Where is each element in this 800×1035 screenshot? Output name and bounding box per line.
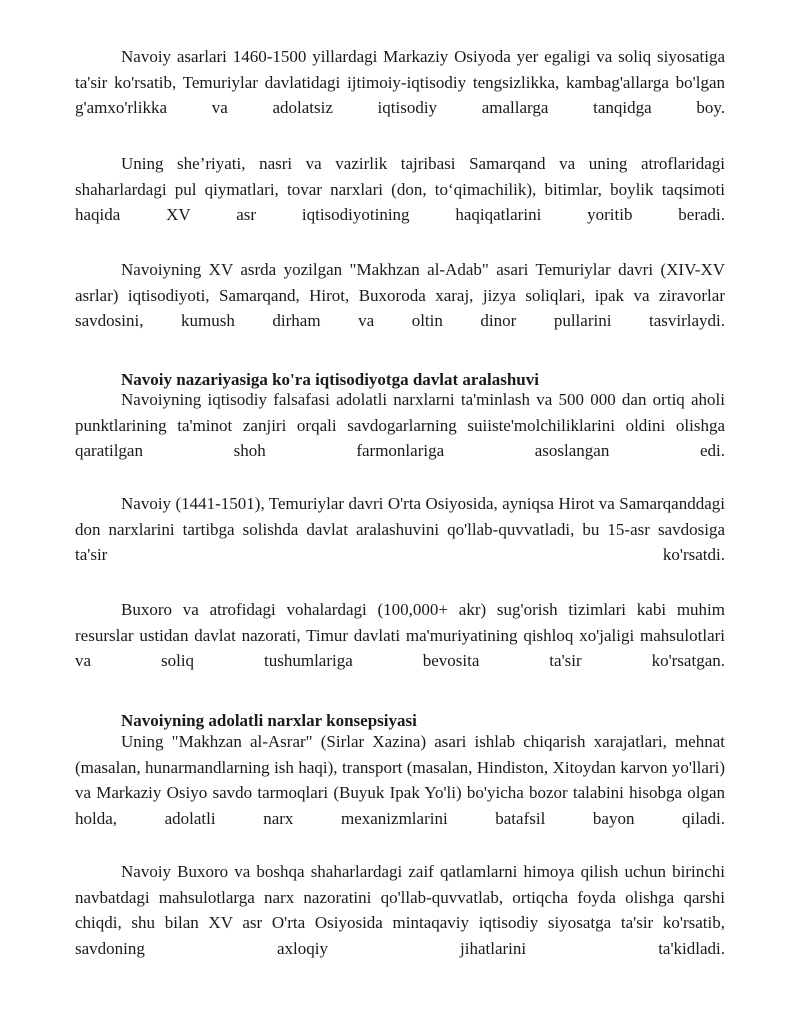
paragraph-7: Uning "Makhzan al-Asrar" (Sirlar Xazina) asari ishlab chiqarish xarajatlari, mehnat (masalan, hunarmandlarning ish haqi), transport (masalan, Hindiston, Xitoydan karvon yo'llari) va Markaziy Osiyo savdo tarmoqlari (Buyuk Ipak Yo'li) bo'yicha bozor talabini hisobga olgan holda, adolatli narx mexanizmlarini batafsil bayon qiladi.: [75, 732, 725, 828]
paragraph-3: Navoiyning XV asrda yozilgan "Makhzan al-Adab" asari Temuriylar davri (XIV-XV asrlar) iqtisodiyoti, Samarqand, Hirot, Buxoroda xaraj, jizya soliqlari, ipak va ziravorlar savdosini, kumush dirham va oltin dinor pullarini tasvirlaydi.: [75, 260, 725, 331]
paragraph-2: Uning she’riyati, nasri va vazirlik tajribasi Samarqand va uning atroflaridagi shaharlardagi pul qiymatlari, tovar narxlari (don, to‘qimachilik), bitimlar, boylik taqsimoti haqida XV asr iqtisodiyotining haqiqatlarini yoritib beradi.: [75, 154, 725, 225]
section-heading-2: Navoiyning adolatli narxlar konsepsiyasi: [121, 711, 417, 730]
section-heading-1: Navoiy nazariyasiga ko'ra iqtisodiyotga davlat aralashuvi: [121, 370, 539, 389]
paragraph-4: Navoiyning iqtisodiy falsafasi adolatli narxlarni ta'minlash va 500 000 dan ortiq aholi punktlarining ta'minot zanjiri orqali savdogarlarning suiiste'molchiliklarini oldini olishga qaratilgan shoh farmonlariga asoslangan edi.: [75, 390, 725, 461]
paragraph-8: Navoiy Buxoro va boshqa shaharlardagi zaif qatlamlarni himoya qilish uchun birinchi navbatdagi mahsulotlarga narx nazoratini qo'llab-quvvatlab, ortiqcha foyda olishga qarshi chiqdi, shu bilan XV asr O'rta Osiyosida mintaqaviy iqtisodiy siyosatga ta'sir ko'rsatib, savdoning axloqiy jihatlarini ta'kidladi.: [75, 862, 725, 958]
paragraph-6: Buxoro va atrofidagi vohalardagi (100,000+ akr) sug'orish tizimlari kabi muhim resurslar ustidan davlat nazorati, Timur davlati ma'muriyatining qishloq xo'jaligi mahsulotlari va soliq tushumlariga bevosita ta'sir ko'rsatgan.: [75, 600, 725, 671]
paragraph-5: Navoiy (1441-1501), Temuriylar davri O'rta Osiyosida, ayniqsa Hirot va Samarqanddagi don narxlarini tartibga solishda davlat aralashuvini qo'llab-quvvatladi, bu 15-asr savdosiga ta'sir ko'rsatdi.: [75, 494, 725, 565]
paragraph-1: Navoiy asarlari 1460-1500 yillardagi Markaziy Osiyoda yer egaligi va soliq siyosatiga ta'sir ko'rsatib, Temuriylar davlatidagi ijtimoiy-iqtisodiy tengsizlikka, kambag'allarga bo'lgan g'amxo'rlikka va adolatsiz iqtisodiy amallarga tanqidga boy.: [75, 47, 725, 118]
